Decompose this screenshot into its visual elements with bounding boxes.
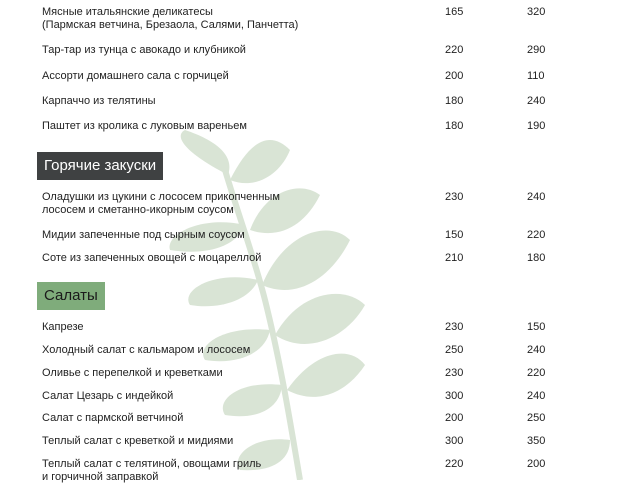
- price-col2: 240: [527, 344, 546, 356]
- price-col1: 230: [445, 367, 464, 379]
- price-col2: 290: [527, 44, 546, 56]
- price-col1: 300: [445, 390, 464, 402]
- dish-name: Мидии запеченные под сырным соусом: [42, 229, 245, 241]
- price-col2: 110: [527, 70, 545, 82]
- price-col1: 230: [445, 191, 464, 203]
- dish-name: Карпаччо из телятины: [42, 95, 156, 107]
- dish-name: Холодный салат с кальмаром и лососем: [42, 344, 251, 356]
- dish-name: Капрезе: [42, 321, 84, 333]
- price-col2: 200: [527, 458, 546, 470]
- price-col2: 250: [527, 412, 546, 424]
- dish-name: Теплый салат с телятиной, овощами гриль и горчичной заправкой: [42, 458, 262, 483]
- price-col1: 250: [445, 344, 464, 356]
- price-col1: 200: [445, 70, 464, 82]
- section-title-hot-appetizers: Горячие закуски: [37, 152, 163, 180]
- price-col1: 220: [445, 44, 464, 56]
- price-col2: 180: [527, 252, 546, 264]
- price-col1: 180: [445, 95, 464, 107]
- dish-name: Ассорти домашнего сала с горчицей: [42, 70, 229, 82]
- price-col2: 350: [527, 435, 546, 447]
- dish-name: Теплый салат с креветкой и мидиями: [42, 435, 234, 447]
- dish-name: Мясные итальянские деликатесы (Пармская ветчина, Брезаола, Салями, Панчетта): [42, 6, 299, 31]
- dish-name: Паштет из кролика с луковым вареньем: [42, 120, 247, 132]
- price-col1: 150: [445, 229, 464, 241]
- price-col2: 240: [527, 191, 546, 203]
- price-col1: 220: [445, 458, 464, 470]
- price-col2: 150: [527, 321, 546, 333]
- price-col1: 300: [445, 435, 464, 447]
- dish-name: Оливье с перепелкой и креветками: [42, 367, 223, 379]
- price-col2: 240: [527, 390, 546, 402]
- dish-name: Соте из запеченных овощей с моцареллой: [42, 252, 262, 264]
- dish-name: Тар-тар из тунца с авокадо и клубникой: [42, 44, 246, 56]
- price-col2: 220: [527, 367, 546, 379]
- dish-name: Салат с пармской ветчиной: [42, 412, 184, 424]
- price-col1: 200: [445, 412, 464, 424]
- price-col2: 190: [527, 120, 546, 132]
- section-title-salads: Салаты: [37, 282, 105, 310]
- dish-name: Оладушки из цукини с лососем прикопченным лососем и сметанно-икорным соусом: [42, 191, 280, 216]
- price-col1: 180: [445, 120, 464, 132]
- price-col2: 320: [527, 6, 546, 18]
- price-col2: 240: [527, 95, 546, 107]
- price-col1: 230: [445, 321, 464, 333]
- dish-name: Салат Цезарь с индейкой: [42, 390, 174, 402]
- price-col1: 165: [445, 6, 464, 18]
- price-col2: 220: [527, 229, 546, 241]
- price-col1: 210: [445, 252, 464, 264]
